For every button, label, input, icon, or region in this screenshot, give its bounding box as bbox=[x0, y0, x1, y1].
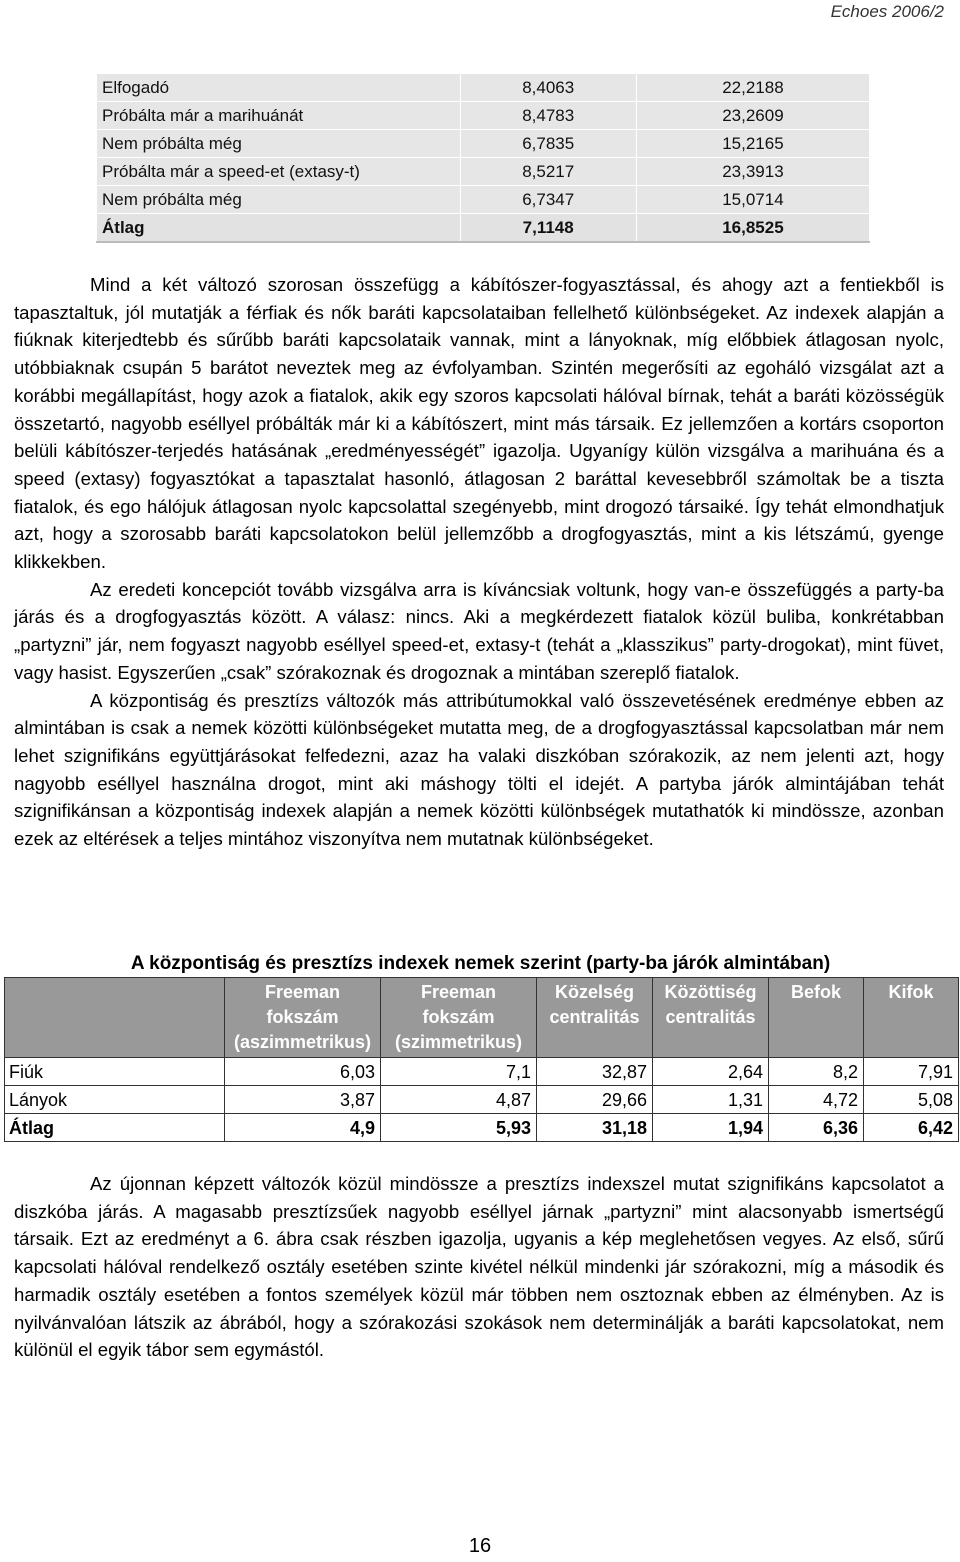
cell-value: 5,93 bbox=[381, 1114, 537, 1142]
cell-value: 4,87 bbox=[381, 1086, 537, 1114]
paragraph: Az eredeti koncepciót tovább vizsgálva arra is kíváncsiak voltunk, hogy van-e összefüggés a party-ba járás és a drogfogyasztás között. A válasz: nincs. Aki a megkérdezett fiatalok közül buliba, konkrétabban „partyzni” jár, nem fogyaszt nagyobb eséllyel speed-et, extasy-t (tehát a „klasszikus” party-drogokat), mint füvet, vagy hasist. Egyszerűen „csak” szórakoznak és drogoznak a mintában szereplő fiatalok. bbox=[14, 578, 944, 683]
paragraph: Mind a két változó szorosan összefügg a kábítószer-fogyasztással, és ahogy azt a fentiekből is tapasztaltuk, jól mutatják a férfiak és nők baráti kapcsolataiban fellelhető különbségeket. Az indexek alapján a fiúknak kiterjedtebb és sűrűbb baráti kapcsolataik vannak, mint a lányoknak, míg előbbiek átlagosan nyolc, utóbbiaknak csupán 5 barátot neveztek meg az évfolyamban. Szintén megerősíti az egoháló vizsgálat azt a korábbi megállapítást, hogy azok a fiatalok, akik egy szoros kapcsolati hálóval bírnak, tehát a baráti közösségük összetartó, nagyobb eséllyel próbálták már ki a kábítószert, mint más társaik. Ez jellemzően a kortárs csoporton belüli kábítószer-terjedés hatásának „eredményességét” igazolja. Ugyanígy külön vizsgálva a marihuána és a speed (extasy) fogyasztókat a tapasztalat hasonló, átlagosan 2 baráttal kevesebbről számoltak be a tiszta fiatalok, és ego hálójuk átlagosan nyolc kapcsolattal szegényebb, mint drogozó társaiké. Így tehát elmondhatjuk azt, hogy a szorosabb baráti kapcsolatokon belül jellemzőbb a drogfogyasztás, mint a kis létszámú, gyenge klikkekben. bbox=[14, 274, 944, 573]
table-total-row bbox=[5, 1114, 959, 1142]
table-row bbox=[97, 102, 870, 130]
paragraph: Az újonnan képzett változók közül mindössze a presztízs indexszel mutat szignifikáns kapcsolatot a diszkóba járás. A magasabb presztízsűek nagyobb eséllyel járnak „partyzni” mint alacsonyabb ismertségű társaik. Ezt az eredményt a 6. ábra csak részben igazolja, ugyanis a kép meglehetősen vegyes. Az első, sűrű kapcsolati hálóval rendelkező osztály esetében szinte kivétel nélkül mindenki jár szórakozni, míg a második és harmadik osztály esetében a fontos személyek közül már többen nem osztoznak ebben az élményben. Az is nyilvánvalóan látszik az ábrából, hogy a szórakozási szokások nem determinálják a baráti kapcsolatokat, nem különül el egyik tábor sem egymástól. bbox=[14, 1173, 944, 1361]
paragraph: A központiság és presztízs változók más attribútumokkal való összevetésének eredménye ebben az almintában is csak a nemek közötti különbségeket mutatta meg, de a drogfogyasztással kapcsolatban már nem lehet szignifikáns együttjárásokat felfedezni, azaz ha valaki diszkóban szórakozik, az nem jelenti azt, hogy nagyobb eséllyel használna drogot, mint aki máshogy tölti el idejét. A partyba járók almintájában tehát szignifikánsan a központiság indexek alapján a nemek közötti különbségek mutathatók ki mindössze, azonban ezek az eltérések a teljes mintához viszonyítva nem mutatnak különbségeket. bbox=[14, 689, 944, 850]
row-label: Próbálta már a marihuánát bbox=[97, 102, 461, 130]
row-label: Próbálta már a speed-et (extasy-t) bbox=[97, 158, 461, 186]
cell-value: 8,2 bbox=[769, 1058, 864, 1086]
row-label: Nem próbálta még bbox=[97, 130, 461, 158]
cell-value: 15,2165 bbox=[636, 130, 869, 158]
running-header: Echoes 2006/2 bbox=[830, 2, 944, 21]
cell-value: 6,7835 bbox=[460, 130, 636, 158]
row-label: Átlag bbox=[5, 1114, 225, 1142]
cell-value: 7,91 bbox=[864, 1058, 959, 1086]
cell-value: 32,87 bbox=[537, 1058, 653, 1086]
cell-value: 5,08 bbox=[864, 1086, 959, 1114]
table-row bbox=[97, 74, 870, 102]
page-number: 16 bbox=[468, 1535, 492, 1557]
cell-value: 6,42 bbox=[864, 1114, 959, 1142]
column-header bbox=[5, 978, 225, 1058]
table-total-row bbox=[97, 214, 870, 243]
table-row bbox=[97, 186, 870, 214]
column-header: Freeman fokszám (aszimmetrikus) bbox=[225, 978, 381, 1058]
column-header: Közöttiség centralitás bbox=[653, 978, 769, 1058]
table-row bbox=[5, 1058, 959, 1086]
cell-value: 8,5217 bbox=[460, 158, 636, 186]
cell-value: 4,72 bbox=[769, 1086, 864, 1114]
column-header: Freeman fokszám (szimmetrikus) bbox=[381, 978, 537, 1058]
index-table-by-drug-use bbox=[96, 73, 870, 243]
cell-value: 6,03 bbox=[225, 1058, 381, 1086]
cell-value: 31,18 bbox=[537, 1114, 653, 1142]
cell-value: 7,1 bbox=[381, 1058, 537, 1086]
cell-value: 8,4063 bbox=[460, 74, 636, 102]
cell-value: 29,66 bbox=[537, 1086, 653, 1114]
cell-value: 6,7347 bbox=[460, 186, 636, 214]
cell-value: 22,2188 bbox=[636, 74, 869, 102]
cell-value: 23,3913 bbox=[636, 158, 869, 186]
row-label: Fiúk bbox=[5, 1058, 225, 1086]
table-title: A központiság és presztízs indexek nemek szerint (party-ba járók almintában) bbox=[130, 953, 831, 974]
row-label: Nem próbálta még bbox=[97, 186, 461, 214]
cell-value: 4,9 bbox=[225, 1114, 381, 1142]
table-row bbox=[5, 1086, 959, 1114]
column-header: Kifok bbox=[864, 978, 959, 1058]
column-header: Közelség centralitás bbox=[537, 978, 653, 1058]
row-label: Átlag bbox=[97, 214, 461, 243]
row-label: Elfogadó bbox=[97, 74, 461, 102]
body-text-after-table bbox=[14, 1170, 944, 1364]
centrality-prestige-table bbox=[4, 977, 959, 1142]
cell-value: 7,1148 bbox=[460, 214, 636, 243]
cell-value: 6,36 bbox=[769, 1114, 864, 1142]
column-header: Befok bbox=[769, 978, 864, 1058]
cell-value: 16,8525 bbox=[636, 214, 869, 243]
cell-value: 23,2609 bbox=[636, 102, 869, 130]
cell-value: 8,4783 bbox=[460, 102, 636, 130]
table-caption bbox=[0, 953, 960, 975]
cell-value: 1,31 bbox=[653, 1086, 769, 1114]
cell-value: 2,64 bbox=[653, 1058, 769, 1086]
table-row bbox=[97, 158, 870, 186]
body-text bbox=[14, 271, 944, 853]
row-label: Lányok bbox=[5, 1086, 225, 1114]
cell-value: 3,87 bbox=[225, 1086, 381, 1114]
cell-value: 15,0714 bbox=[636, 186, 869, 214]
table-row bbox=[97, 130, 870, 158]
cell-value: 1,94 bbox=[653, 1114, 769, 1142]
table-header-row bbox=[5, 978, 959, 1058]
